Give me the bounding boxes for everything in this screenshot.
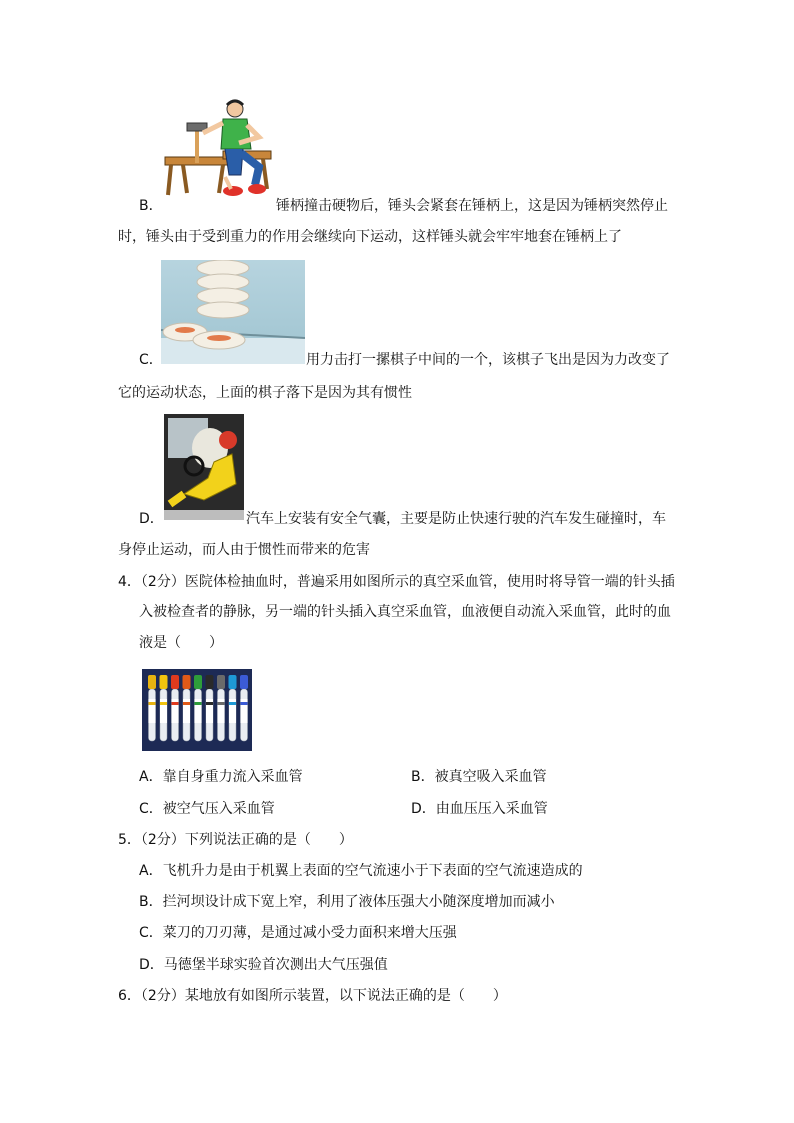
blood-tube (194, 675, 202, 741)
blood-tubes-figure (142, 669, 252, 751)
q4-option-a: A．靠自身重力流入采血管 (139, 769, 303, 785)
blood-tube (160, 675, 168, 741)
blood-tube (171, 675, 179, 741)
q4-stem-line3: 液是（ ） (139, 635, 223, 651)
q4-option-d: D．由血压压入采血管 (411, 801, 548, 817)
airbag-figure (164, 414, 244, 520)
blood-tube (240, 675, 248, 741)
blood-tube (206, 675, 214, 741)
q5-option-b: B．拦河坝设计成下宽上窄，利用了液体压强大小随深度增加而减小 (139, 894, 555, 910)
option-b-text-line2: 时，锤头由于受到重力的作用会继续向下运动，这样锤头就会牢牢地套在锤柄上了 (118, 229, 622, 245)
q5-option-d: D．马德堡半球实验首次测出大气压强值 (139, 957, 388, 973)
option-c-letter: C． (139, 352, 163, 368)
chess-stack-figure (161, 260, 305, 364)
option-c-text-line2: 它的运动状态，上面的棋子落下是因为其有惯性 (118, 385, 412, 401)
option-b-text-line1: 锤柄撞击硬物后，锤头会紧套在锤柄上，这是因为锤柄突然停止 (276, 198, 668, 214)
q5-stem: 5．（2分）下列说法正确的是（ ） (118, 832, 353, 848)
blood-tube (148, 675, 156, 741)
q5-option-c: C．菜刀的刀刃薄，是通过减小受力面积来增大压强 (139, 925, 457, 941)
q4-stem-line2: 入被检查者的静脉，另一端的针头插入真空采血管，血液便自动流入采血管，此时的血 (139, 604, 671, 620)
q5-option-a: A．飞机升力是由于机翼上表面的空气流速小于下表面的空气流速造成的 (139, 863, 583, 879)
blood-tube (183, 675, 191, 741)
blood-tube (217, 675, 225, 741)
option-d-letter: D． (139, 511, 164, 527)
option-c-text-line1: 用力击打一摞棋子中间的一个，该棋子飞出是因为力改变了 (306, 352, 670, 368)
q4-option-c: C．被空气压入采血管 (139, 801, 275, 817)
q6-stem: 6．（2分）某地放有如图所示装置，以下说法正确的是（ ） (118, 988, 507, 1004)
blood-tube (229, 675, 237, 741)
option-d-text-line2: 身停止运动，而人由于惯性而带来的危害 (118, 542, 370, 558)
hammer-figure (163, 97, 276, 202)
q4-stem-line1: 4．（2分）医院体检抽血时，普遍采用如图所示的真空采血管，使用时将导管一端的针头插 (118, 574, 675, 590)
option-b-letter: B． (139, 198, 163, 214)
q4-option-b: B．被真空吸入采血管 (411, 769, 547, 785)
option-d-text-line1: 汽车上安装有安全气囊，主要是防止快速行驶的汽车发生碰撞时，车 (246, 511, 666, 527)
